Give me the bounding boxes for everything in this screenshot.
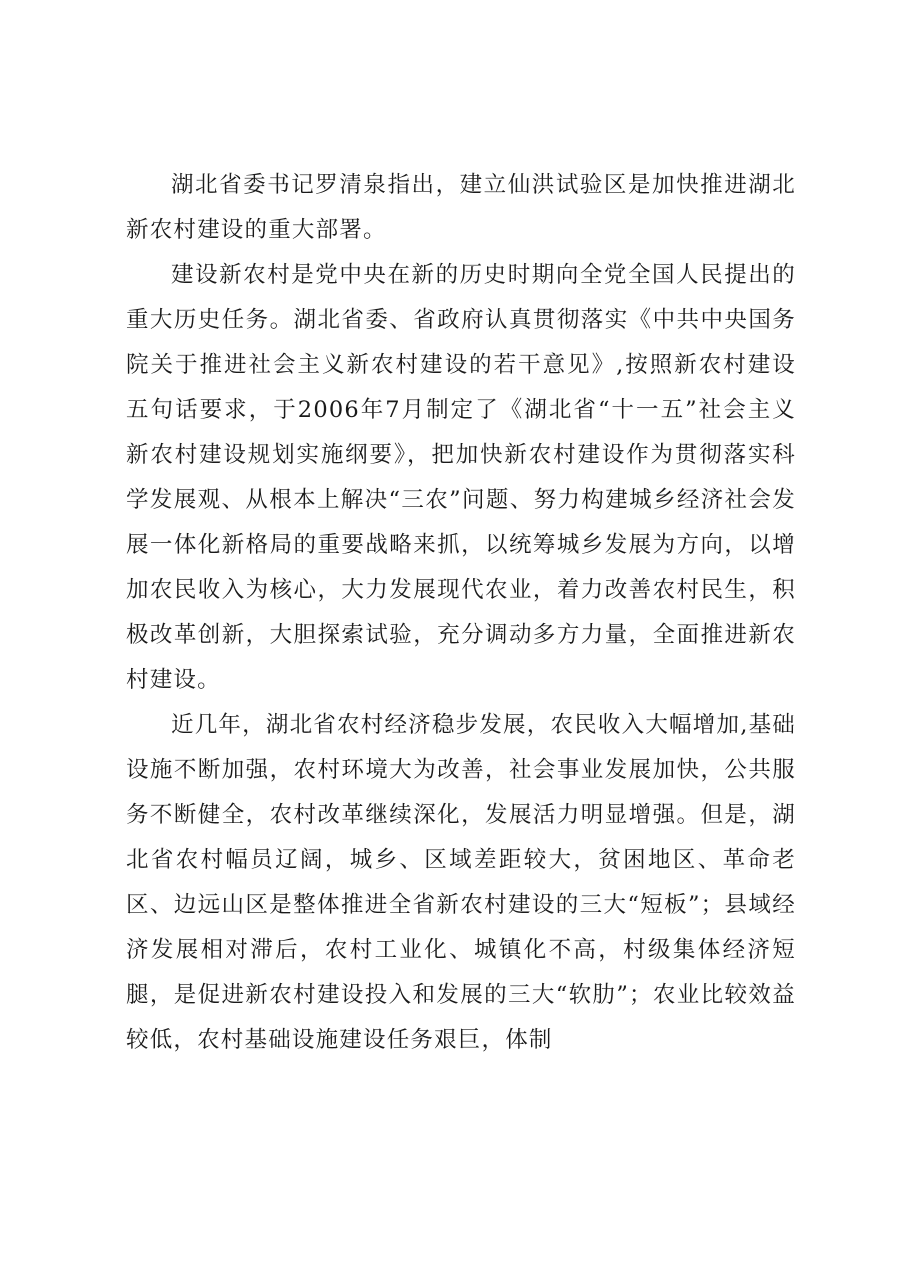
paragraph-3: 近几年，湖北省农村经济稳步发展，农民收入大幅增加,基础设施不断加强，农村环境大为改善，社会事业发展加快，公共服务不断健全，农村改革继续深化，发展活力明显增强。但是，湖北省农村幅员辽阔，城乡、区域差距较大，贫困地区、革命老区、边远山区是整体推进全省新农村建设的三大“短板”；县域经济发展相对滞后，农村工业化、城镇化不高，村级集体经济短腿，是促进新农村建设投入和发展的三大“软肋”；农业比较效益较低，农村基础设施建设任务艰巨，体制 xyxy=(126,712,796,1053)
paragraph-2: 建设新农村是党中央在新的历史时期向全党全国人民提出的重大历史任务。湖北省委、省政府认真贯彻落实《中共中央国务院关于推进社会主义新农村建设的若干意见》,按照新农村建设五句话要求，于2006年7月制定了《湖北省“十一五”社会主义新农村建设规划实施纲要》，把加快新农村建设作为贯彻落实科学发展观、从根本上解决“三农”问题、努力构建城乡经济社会发展一体化新格局的重要战略来抓，以统筹城乡发展为方向，以增加农民收入为核心，大力发展现代农业，着力改善农村民生，积极改革创新，大胆探索试验，充分调动多方力量，全面推进新农村建设。 xyxy=(126,262,796,693)
document-body xyxy=(126,163,796,1063)
paragraph-1: 湖北省委书记罗清泉指出，建立仙洪试验区是加快推进湖北新农村建设的重大部署。 xyxy=(126,172,796,243)
